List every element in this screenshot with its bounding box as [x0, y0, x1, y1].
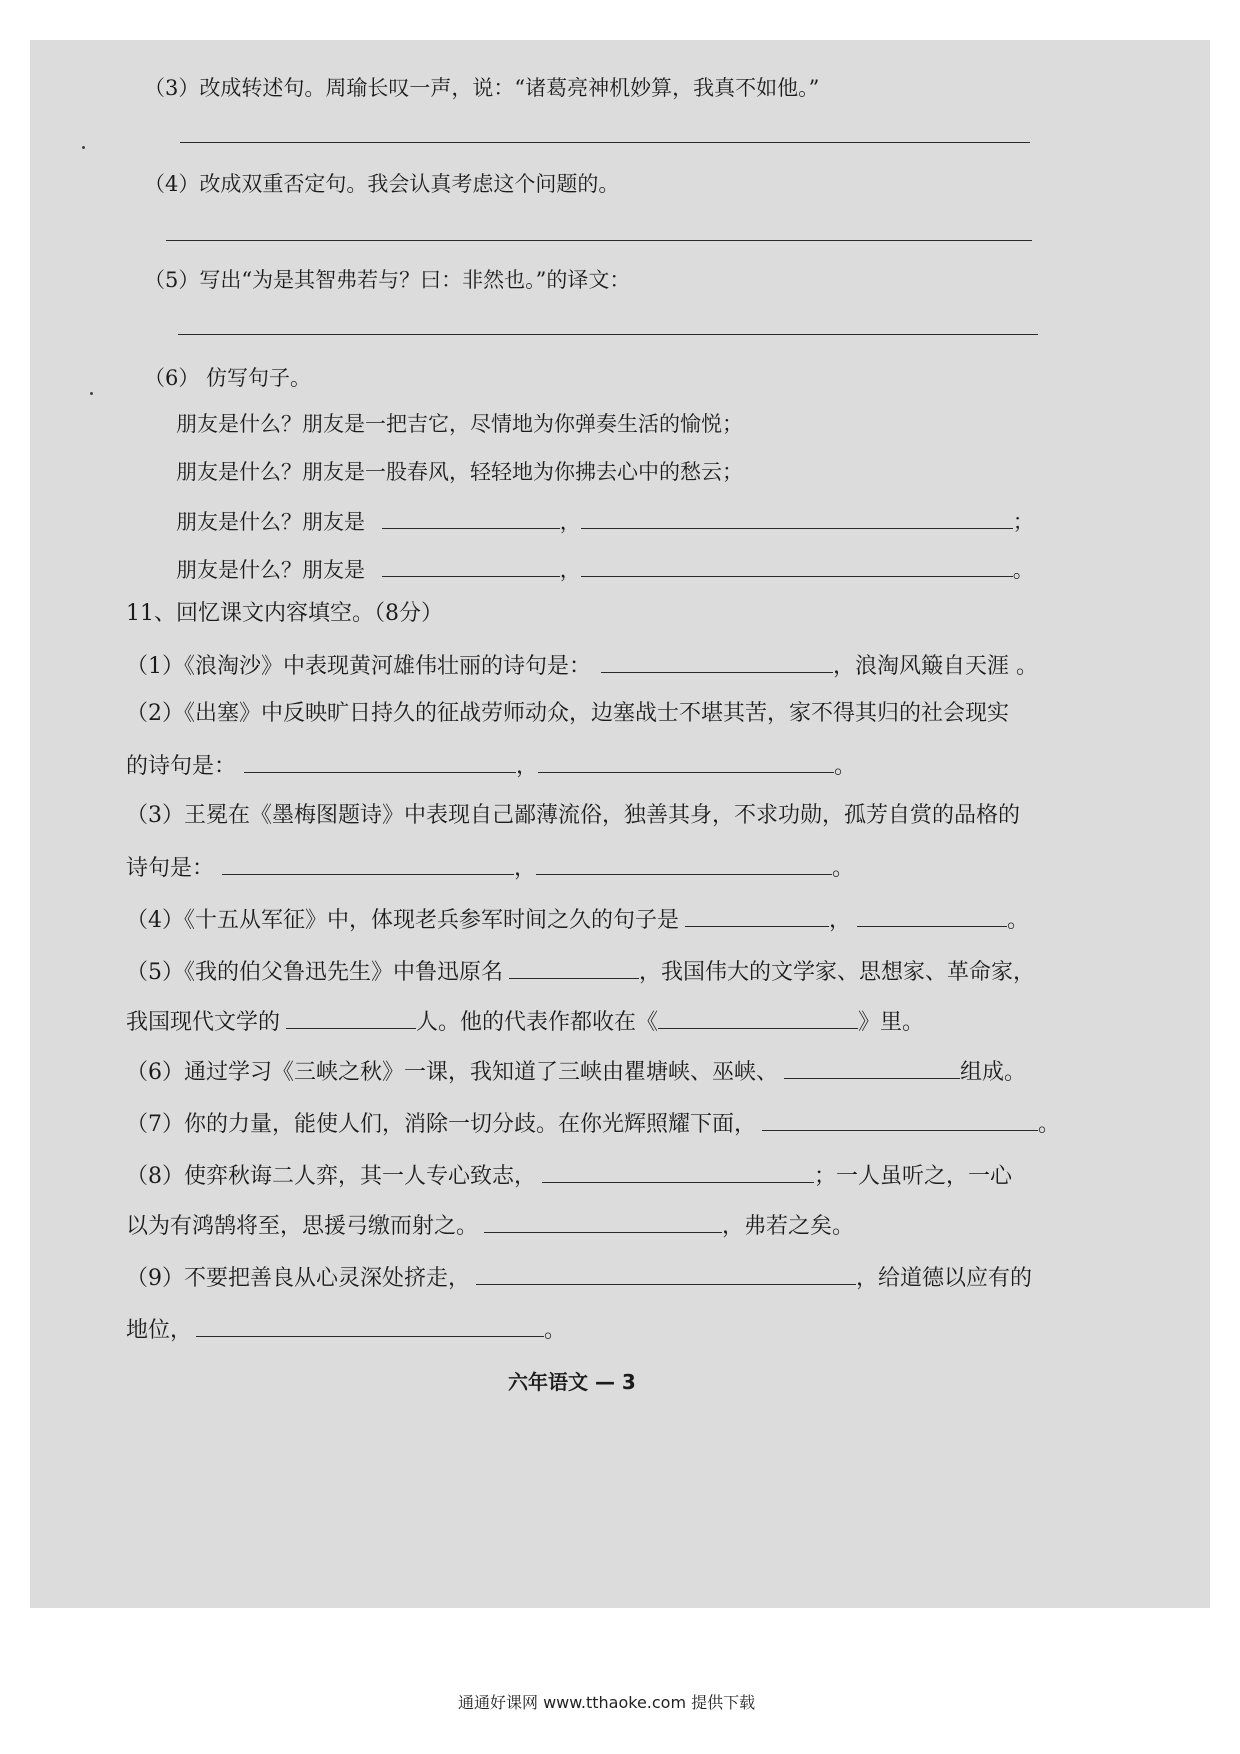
fill-6-tail: 组成。: [960, 1060, 1027, 1085]
fill-4-blank-a[interactable]: [685, 904, 829, 927]
period: 。: [544, 1318, 567, 1343]
q6-write-line-1: [176, 506, 1034, 536]
q6-blank-1b[interactable]: [581, 506, 1013, 529]
fill-9-cont: [126, 1314, 566, 1345]
fill-5-cont: [126, 1006, 924, 1037]
fill-5: [126, 956, 1035, 987]
fill-8: [126, 1160, 1012, 1191]
q6-example-2: 朋友是什么？朋友是一股春风，轻轻地为你拂去心中的愁云；: [176, 460, 743, 484]
period: 。: [1038, 1112, 1061, 1137]
fill-9-prompt: （9）不要把善良从心灵深处挤走，: [126, 1266, 470, 1291]
fill-1-blank[interactable]: [601, 650, 833, 673]
q5-answer-line[interactable]: [178, 334, 1038, 335]
fill-3-blank-b[interactable]: [536, 852, 832, 875]
fill-1-tail: ，浪淘风簸自天涯 。: [833, 654, 1038, 679]
comma: ，: [559, 510, 581, 534]
fill-7-prompt: （7）你的力量，能使人们，消除一切分歧。在你光辉照耀下面，: [126, 1112, 756, 1137]
period: 。: [832, 856, 855, 881]
fill-7-blank[interactable]: [762, 1108, 1038, 1131]
period: 。: [1012, 558, 1034, 582]
fill-4-prompt: （4）《十五从军征》中，体现老兵参军时间之久的句子是: [126, 908, 679, 933]
fill-8-blank-b[interactable]: [484, 1210, 722, 1233]
fill-1-prompt: （1）《浪淘沙》中表现黄河雄伟壮丽的诗句是：: [126, 654, 591, 679]
fill-6: [126, 1056, 1026, 1087]
fill-2-blank-a[interactable]: [244, 750, 516, 773]
exam-sheet: [30, 40, 1210, 1608]
q3-prompt: （3）改成转述句。周瑜长叹一声，说：“诸葛亮神机妙算，我真不如他。”: [144, 76, 820, 100]
fill-3-prompt: （3）王冕在《墨梅图题诗》中表现自己鄙薄流俗，独善其身，不求功勋，孤芳自赏的品格的: [126, 803, 1021, 828]
q5-prompt: （5）写出“为是其智弗若与？曰：非然也。”的译文：: [144, 268, 631, 292]
fill-9-blank-a[interactable]: [476, 1262, 856, 1285]
comma: ，: [516, 754, 539, 779]
fill-3-lead: 诗句是：: [126, 856, 215, 881]
fill-1: [126, 650, 1038, 681]
q6-blank-1a[interactable]: [382, 506, 560, 529]
q6-write-prefix-2: 朋友是什么？朋友是: [176, 558, 365, 582]
fill-9: [126, 1262, 1032, 1293]
download-credit: 通通好课网 www.tthaoke.com 提供下载: [458, 1693, 756, 1712]
fill-2-lead: 的诗句是：: [126, 754, 237, 779]
page-footer: 六年语文 — 3: [508, 1370, 636, 1394]
q4-answer-line[interactable]: [166, 240, 1032, 241]
fill-5-lead: 我国现代文学的: [126, 1010, 281, 1035]
speck: [82, 146, 85, 149]
comma: ，: [559, 558, 581, 582]
fill-9-lead: 地位，: [126, 1318, 193, 1343]
fill-5-blank-b[interactable]: [286, 1006, 416, 1029]
q6-blank-2a[interactable]: [382, 554, 560, 577]
comma: ，: [829, 908, 852, 933]
fill-6-blank[interactable]: [784, 1056, 960, 1079]
fill-5-blank-a[interactable]: [509, 956, 639, 979]
fill-6-prompt: （6）通过学习《三峡之秋》一课，我知道了三峡由瞿塘峡、巫峡、: [126, 1060, 778, 1085]
fill-2-blank-b[interactable]: [538, 750, 834, 773]
q6-write-line-2: [176, 554, 1034, 584]
q6-prompt: （6） 仿写句子。: [144, 366, 312, 390]
q6-blank-2b[interactable]: [581, 554, 1013, 577]
fill-5-prompt: （5）《我的伯父鲁迅先生》中鲁迅原名: [126, 960, 503, 985]
fill-5-blank-c[interactable]: [658, 1006, 858, 1029]
comma: ，: [514, 856, 537, 881]
fill-3: [126, 852, 854, 883]
q11-heading: 11、回忆课文内容填空。（8分）: [126, 601, 443, 626]
fill-9-blank-b[interactable]: [196, 1314, 544, 1337]
speck: [90, 392, 93, 395]
q3-answer-line[interactable]: [180, 142, 1030, 143]
fill-2: [126, 750, 856, 781]
semicolon: ；: [1012, 510, 1034, 534]
fill-8-prompt: （8）使弈秋诲二人弈，其一人专心致志，: [126, 1164, 536, 1189]
q6-example-1: 朋友是什么？朋友是一把吉它，尽情地为你弹奏生活的愉悦；: [176, 412, 743, 436]
fill-5-tail: 》里。: [858, 1010, 925, 1035]
fill-8-tail: ，弗若之矣。: [722, 1214, 855, 1239]
q4-prompt: （4）改成双重否定句。我会认真考虑这个问题的。: [144, 172, 620, 196]
fill-2-prompt: （2）《出塞》中反映旷日持久的征战劳师动众，边塞战士不堪其苦，家不得其归的社会现实: [126, 701, 1010, 726]
fill-8-blank-a[interactable]: [542, 1160, 814, 1183]
q6-write-prefix-1: 朋友是什么？朋友是: [176, 510, 365, 534]
fill-7: [126, 1108, 1060, 1139]
fill-5-mid: ，我国伟大的文学家、思想家、革命家，: [639, 960, 1036, 985]
period: 。: [1007, 908, 1030, 933]
fill-8-mid: ；一人虽听之，一心: [814, 1164, 1013, 1189]
period: 。: [834, 754, 857, 779]
fill-4: [126, 904, 1029, 935]
fill-3-blank-a[interactable]: [222, 852, 514, 875]
fill-9-mid: ，给道德以应有的: [856, 1266, 1033, 1291]
fill-4-blank-b[interactable]: [857, 904, 1007, 927]
fill-8-lead: 以为有鸿鹄将至，思援弓缴而射之。: [126, 1214, 479, 1239]
fill-5-mid2: 人。他的代表作都收在《: [416, 1010, 659, 1035]
fill-8-cont: [126, 1210, 854, 1241]
